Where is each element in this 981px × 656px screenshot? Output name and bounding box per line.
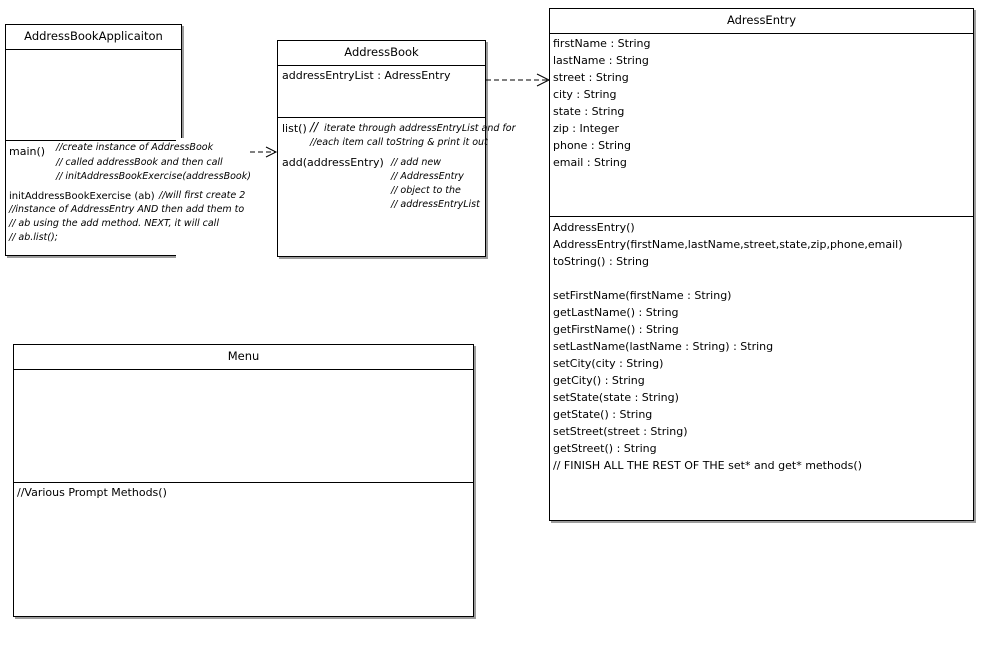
address-entry-title: AdressEntry (550, 9, 973, 34)
init-comment-line: //instance of AddressEntry AND then add them to (9, 204, 245, 215)
method: setLastName(lastName : String) : String (553, 340, 774, 353)
method: // FINISH ALL THE REST OF THE set* and get* methods() (553, 459, 862, 472)
method: getState() : String (553, 408, 653, 421)
address-book-title: AddressBook (278, 41, 485, 66)
attribute: zip : Integer (553, 122, 620, 135)
init-comment-line: // ab using the add method. NEXT, it will call (9, 218, 219, 229)
list-method: list() (282, 122, 307, 135)
menu-title: Menu (14, 345, 473, 370)
attribute: lastName : String (553, 54, 649, 67)
add-comment-line: // AddressEntry (391, 171, 464, 182)
address-book-to-address-entry-dependency (486, 74, 549, 86)
address-book-application-title: AddressBookApplicaiton (6, 25, 181, 50)
attribute: phone : String (553, 139, 631, 152)
attribute: city : String (553, 88, 617, 101)
method: setStreet(street : String) (553, 425, 688, 438)
method: AddressEntry() (553, 221, 635, 234)
attribute: firstName : String (553, 37, 651, 50)
method: setCity(city : String) (553, 357, 664, 370)
add-comment-line: // addressEntryList (391, 199, 480, 210)
init-comment-line: // ab.list(); (9, 232, 58, 243)
address-entry-list-attribute: addressEntryList : AdressEntry (282, 69, 451, 82)
method: AddressEntry(firstName,lastName,street,state,zip,phone,email) (553, 238, 903, 251)
list-comment-line: //each item call toString & print it out (310, 137, 488, 148)
list-comment-line: iterate through addressEntryList and for (324, 123, 516, 134)
attribute: state : String (553, 105, 625, 118)
main-comment-line: // initAddressBookExercise(addressBook) (56, 171, 251, 182)
init-comment-line: //will first create 2 (159, 190, 246, 201)
add-method: add(addressEntry) (282, 156, 384, 169)
method: getCity() : String (553, 374, 645, 387)
method: toString() : String (553, 255, 649, 268)
menu-methods: //Various Prompt Methods() (17, 486, 167, 499)
method: getFirstName() : String (553, 323, 679, 336)
init-method: initAddressBookExercise (ab) (9, 191, 155, 202)
main-method: main() (9, 145, 46, 158)
method: getLastName() : String (553, 306, 679, 319)
method: setFirstName(firstName : String) (553, 289, 732, 302)
add-comment-line: // object to the (391, 185, 461, 196)
main-comment-line: // called addressBook and then call (56, 157, 223, 168)
method: getStreet() : String (553, 442, 657, 455)
attribute: email : String (553, 156, 627, 169)
add-comment-line: // add new (391, 157, 441, 168)
list-comment-slashes: // (310, 120, 319, 134)
app-to-address-book-dependency (250, 147, 276, 157)
main-comment-line: //create instance of AddressBook (56, 142, 214, 153)
attribute: street : String (553, 71, 629, 84)
method: setState(state : String) (553, 391, 679, 404)
